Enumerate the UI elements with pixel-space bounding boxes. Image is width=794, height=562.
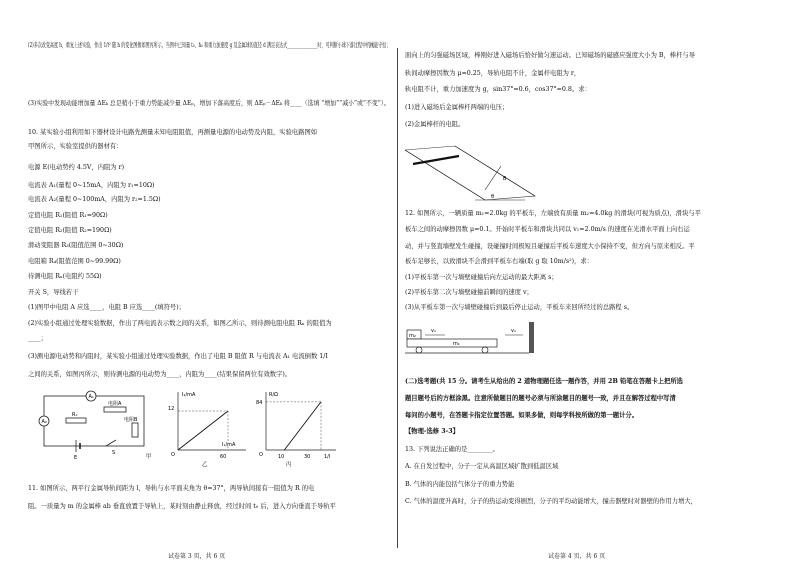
- resistor-rx-label: Rₓ: [72, 412, 78, 418]
- text-line: (2)实验小组通过处理实验数据，作出了两电流表示数之间的关系，如图乙所示，则待测电阻电阻 Rₓ 的阻值为: [28, 320, 332, 327]
- left-column: [28, 0, 390, 562]
- text-line: 电源 E(电动势约 4.5V，内阻为 r): [28, 164, 125, 171]
- text-line: 13. 下列说法正确的是________。: [405, 446, 499, 453]
- text-line: 滑动变阻器 R₃(阻值范围 0~30Ω): [28, 242, 124, 249]
- text-line: (1)图甲中电阻 A 应选____，电阻 B 应选____(填符号)；: [28, 304, 185, 311]
- angle-label: θ: [491, 194, 495, 200]
- m1-label: m₁: [453, 341, 460, 347]
- y-axis-label: I₂/mA: [182, 392, 196, 398]
- text-line: (2)金属棒杆的电阻。: [405, 121, 465, 128]
- wall: [529, 322, 534, 353]
- text-line: 甲图所示，实验室提供的器材有：: [28, 143, 123, 150]
- text-line: 定值电阻 R₂(阻值 R₂=190Ω): [28, 227, 112, 234]
- text-line: 题目题号后的方框涂黑。注意所做题目的题号必须与所涂题目的题号一致，并且在解答过程中写清: [405, 395, 676, 402]
- section-title: 【物理-选修 3-3】: [405, 428, 459, 435]
- resistor-b-icon: [132, 423, 138, 437]
- text-line: 电阻箱 R₄(阻值范围 0~99.99Ω): [28, 258, 121, 265]
- y-tick: 12: [168, 406, 175, 412]
- x-tick: 30: [304, 454, 311, 460]
- text-line: (1)进入磁场后金属棒杆两端的电压；: [405, 104, 509, 111]
- figure-label-c: 丙: [286, 462, 292, 468]
- text-line: 轨电阻不计，重力加速度为 g，sin37°=0.6，cos37°=0.8。求：: [405, 86, 591, 93]
- metal-rod: [413, 156, 459, 164]
- x-tick: 60: [220, 454, 227, 460]
- text-line: 电流表 A₁(量程 0~15mA，内阻为 r₁=10Ω): [28, 182, 155, 189]
- text-line: 阻。一质量为 m 的金属棒 ab 垂直放置于导轨上，某时刻由静止释放，经过时间 t₀ 后，进入方向垂直于导轨平: [28, 503, 336, 510]
- figure-label-a: 甲: [146, 454, 152, 460]
- x-axis-label: 1/I: [324, 454, 331, 460]
- text-line: 动，并与竖直墙壁发生碰撞，设碰撞时间极短且碰撞后平板车速度大小保持不变，但方向与原来相反。平: [405, 243, 695, 250]
- origin-label: O: [171, 452, 175, 458]
- text-line: 板车足够长，以致滑块不会滑到平板车右端(取 g 取 10m/s²)，求：: [405, 258, 593, 265]
- text-line: 10. 某实验小组利用如下器材设计电路先测量未知电阻阻值，再测量电源的电动势及内阻，实验电路图如: [28, 129, 318, 136]
- field-label: B: [503, 176, 507, 182]
- switch-icon: [106, 440, 116, 446]
- text-line: 面向上的匀强磁场区域，棒刚好进入磁场后恰好做匀速运动。已知磁场的磁感应强度大小为 B，棒杆与导: [405, 52, 695, 59]
- graph-resistance-inverse-current: [256, 388, 338, 468]
- plate-m1: [407, 339, 497, 347]
- text-line: (二)选考题(共 15 分。请考生从给出的 2 道物理题任选一题作答，并用 2B 铅笔在答题卡上把所选: [405, 378, 683, 385]
- text-line: (2)平板车第二次与墙壁碰撞前瞬间的速度 v；: [405, 289, 533, 296]
- text-line: A. 在自发过程中，分子一定从高温区域扩散到低温区域: [405, 463, 559, 470]
- text-line: (3)实验中发现动能增加量 ΔEₖ 总是稍小于重力势能减少量 ΔEₚ，增加下落高度后，则 ΔEₚ－ΔEₖ 将____（选填 “增加”“减小”或“不变”）。: [28, 100, 390, 107]
- x-axis-label: I₁/mA: [222, 442, 236, 448]
- text-line: (3)从平板车第一次与墙壁碰撞后到最后停止运动，平板车来回所经过的总路程 s。: [405, 304, 634, 311]
- y-axis-label: R/Ω: [269, 392, 278, 398]
- text-line: 11. 如图所示，两平行金属导轨间距为 l，导轨与水平面夹角为 θ=37°，两导轨间接有一阻值为 R 的电: [28, 485, 315, 492]
- x-tick: 10: [278, 454, 285, 460]
- page-number-right: 试卷第 4 页，共 6 页: [548, 553, 606, 560]
- data-line: [178, 411, 228, 450]
- text-line: 电流表 A₂(量程 0~100mA，内阻为 r₂=1.5Ω): [28, 196, 161, 203]
- text-line: ____；: [28, 335, 47, 342]
- text-line: 每问的小题号，在答题卡指定位置答题。如果多做，则每学科按所做的第一题计分。: [405, 412, 638, 419]
- battery-label: E: [74, 455, 78, 460]
- m2-label: m₂: [409, 333, 416, 339]
- text-line: 之间的关系，如图丙所示，则待测电源的电动势为____，内阻为____(结果保留两位有效数字)。: [28, 371, 292, 378]
- graph-current-relation: [168, 388, 248, 468]
- text-line: (2)多次改变高度 h，重复上述实验，作出 1/t² 随 h 的变化图像如图丙所示，当图中已知量 t₀、h₀ 和重力加速度 g 及金属球的直径 d 满足表达式_______________时，可判断小球下落过程中机械能守恒；: [28, 42, 391, 49]
- text-line: 定值电阻 R₁(阻值 R₁=90Ω): [28, 212, 108, 219]
- column-divider: [397, 48, 398, 548]
- text-line: 开关 S，导线若干: [28, 289, 79, 296]
- right-column: [405, 0, 767, 562]
- circuit-diagram: [36, 388, 166, 460]
- text-line: 轨间动摩擦因数为 μ=0.25，导轨电阻不计，金属杆电阻为 r，: [405, 70, 581, 77]
- incline-rail-diagram: [405, 136, 545, 206]
- text-line: 12. 如图所示，一辆质量 m₁=2.0kg 的平板车，左端放有质量 m₂=4.0kg 的滑块(可视为质点)，滑块与平: [405, 210, 701, 217]
- ammeter-a1-label: A₁: [88, 394, 94, 400]
- text-line: (3)测电源电动势和内阻时，某实验小组通过处理实验数据，作出了电阻 B 阻值 R 与电流表 A₁ 电流倒数 1/I: [28, 353, 328, 360]
- cart-wall-diagram: [405, 322, 545, 368]
- origin-label: O: [259, 452, 263, 458]
- v1-label: v₁: [511, 328, 516, 334]
- page-number-left: 试卷第 3 页，共 6 页: [168, 553, 226, 560]
- text-line: (1)平板车第一次与墙壁碰撞后向左运动的最大距离 s；: [405, 274, 558, 281]
- text-line: B. 气体的内能包括气体分子的重力势能: [405, 481, 515, 488]
- text-line: C. 气体的温度升高时，分子的热运动变得剧烈，分子的平均动能增大，撞击器壁时对器壁的作用力增大，: [405, 498, 697, 505]
- y-tick: 84: [256, 400, 263, 406]
- text-line: 待测电阻 Rₓ(电阻约 55Ω): [28, 273, 102, 280]
- resistor-a-label: 电阻A: [108, 401, 122, 407]
- v1-label: v₁: [431, 328, 436, 334]
- data-line: [284, 402, 321, 450]
- text-line: 板车之间的动摩擦因数 μ=0.1。开始时平板车和滑块共同以 v₁=2.0m/s 的速度在光滑水平面上向右运: [405, 226, 690, 233]
- switch-label: S: [112, 450, 116, 456]
- resistor-a-icon: [104, 407, 126, 412]
- resistor-b-label: 电阻B: [124, 417, 138, 423]
- resistor-rx-icon: [66, 418, 86, 423]
- ammeter-a2-label: A₂: [41, 419, 47, 425]
- figure-label-b: 乙: [202, 462, 208, 468]
